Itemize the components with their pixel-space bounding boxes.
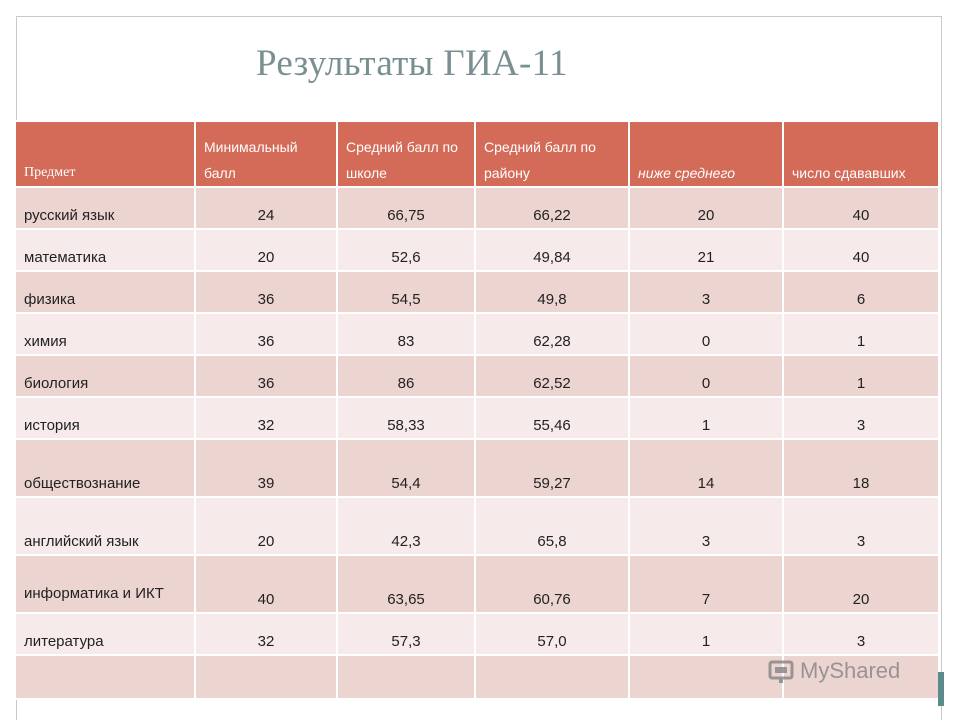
cell-subject: русский язык xyxy=(15,187,195,229)
cell-count: 3 xyxy=(783,397,939,439)
cell-school: 83 xyxy=(337,313,475,355)
cell-school: 42,3 xyxy=(337,497,475,555)
header-district-avg: Средний балл по району xyxy=(475,121,629,187)
cell-school: 66,75 xyxy=(337,187,475,229)
results-table xyxy=(14,120,940,700)
cell-count: 1 xyxy=(783,355,939,397)
cell-min: 32 xyxy=(195,613,337,655)
cell-min: 20 xyxy=(195,229,337,271)
cell-subject: литература xyxy=(15,613,195,655)
table-row xyxy=(15,397,939,439)
cell-district: 49,8 xyxy=(475,271,629,313)
cell-subject: обществознание xyxy=(15,439,195,497)
cell-below: 1 xyxy=(629,613,783,655)
cell-school: 54,5 xyxy=(337,271,475,313)
cell-count: 3 xyxy=(783,613,939,655)
cell-min: 40 xyxy=(195,555,337,613)
cell-district: 65,8 xyxy=(475,497,629,555)
cell-empty xyxy=(475,655,629,699)
cell-empty xyxy=(195,655,337,699)
presentation-icon xyxy=(766,656,796,686)
table-row xyxy=(15,439,939,497)
table-row xyxy=(15,187,939,229)
cell-district: 60,76 xyxy=(475,555,629,613)
cell-school: 54,4 xyxy=(337,439,475,497)
cell-subject: информатика и ИКТ xyxy=(15,555,195,613)
cell-district: 55,46 xyxy=(475,397,629,439)
cell-empty xyxy=(15,655,195,699)
cell-min: 24 xyxy=(195,187,337,229)
cell-below: 7 xyxy=(629,555,783,613)
table-row xyxy=(15,313,939,355)
table-row xyxy=(15,497,939,555)
header-below-avg: ниже среднего xyxy=(629,121,783,187)
cell-min: 39 xyxy=(195,439,337,497)
cell-min: 36 xyxy=(195,271,337,313)
cell-school: 86 xyxy=(337,355,475,397)
table-row xyxy=(15,271,939,313)
cell-subject: физика xyxy=(15,271,195,313)
header-subject: Предмет xyxy=(15,121,195,187)
cell-count: 18 xyxy=(783,439,939,497)
cell-min: 36 xyxy=(195,313,337,355)
cell-count: 1 xyxy=(783,313,939,355)
cell-below: 1 xyxy=(629,397,783,439)
cell-subject: английский язык xyxy=(15,497,195,555)
cell-empty xyxy=(337,655,475,699)
cell-subject: история xyxy=(15,397,195,439)
cell-school: 52,6 xyxy=(337,229,475,271)
cell-count: 20 xyxy=(783,555,939,613)
header-count: число сдававших xyxy=(783,121,939,187)
cell-subject: биология xyxy=(15,355,195,397)
table-row xyxy=(15,613,939,655)
cell-district: 66,22 xyxy=(475,187,629,229)
cell-district: 57,0 xyxy=(475,613,629,655)
slide-title: Результаты ГИА-11 xyxy=(256,43,568,84)
watermark xyxy=(766,656,900,686)
cell-below: 0 xyxy=(629,313,783,355)
cell-count: 6 xyxy=(783,271,939,313)
cell-below: 3 xyxy=(629,271,783,313)
cell-school: 58,33 xyxy=(337,397,475,439)
cell-school: 63,65 xyxy=(337,555,475,613)
cell-count: 3 xyxy=(783,497,939,555)
cell-district: 49,84 xyxy=(475,229,629,271)
watermark-text: MyShared xyxy=(800,658,901,683)
table-row xyxy=(15,229,939,271)
cell-below: 20 xyxy=(629,187,783,229)
cell-below: 21 xyxy=(629,229,783,271)
cell-min: 36 xyxy=(195,355,337,397)
cell-below: 3 xyxy=(629,497,783,555)
cell-district: 62,28 xyxy=(475,313,629,355)
header-school-avg: Средний балл по школе xyxy=(337,121,475,187)
header-min-score: Минимальный балл xyxy=(195,121,337,187)
cell-district: 62,52 xyxy=(475,355,629,397)
cell-school: 57,3 xyxy=(337,613,475,655)
cell-below: 14 xyxy=(629,439,783,497)
cell-min: 32 xyxy=(195,397,337,439)
cell-below: 0 xyxy=(629,355,783,397)
accent-strip xyxy=(938,672,944,706)
cell-empty xyxy=(629,655,783,699)
cell-district: 59,27 xyxy=(475,439,629,497)
table-row xyxy=(15,355,939,397)
cell-min: 20 xyxy=(195,497,337,555)
cell-count: 40 xyxy=(783,187,939,229)
cell-subject: химия xyxy=(15,313,195,355)
table-header-row xyxy=(15,121,939,187)
cell-subject: математика xyxy=(15,229,195,271)
cell-count: 40 xyxy=(783,229,939,271)
table-row xyxy=(15,555,939,613)
